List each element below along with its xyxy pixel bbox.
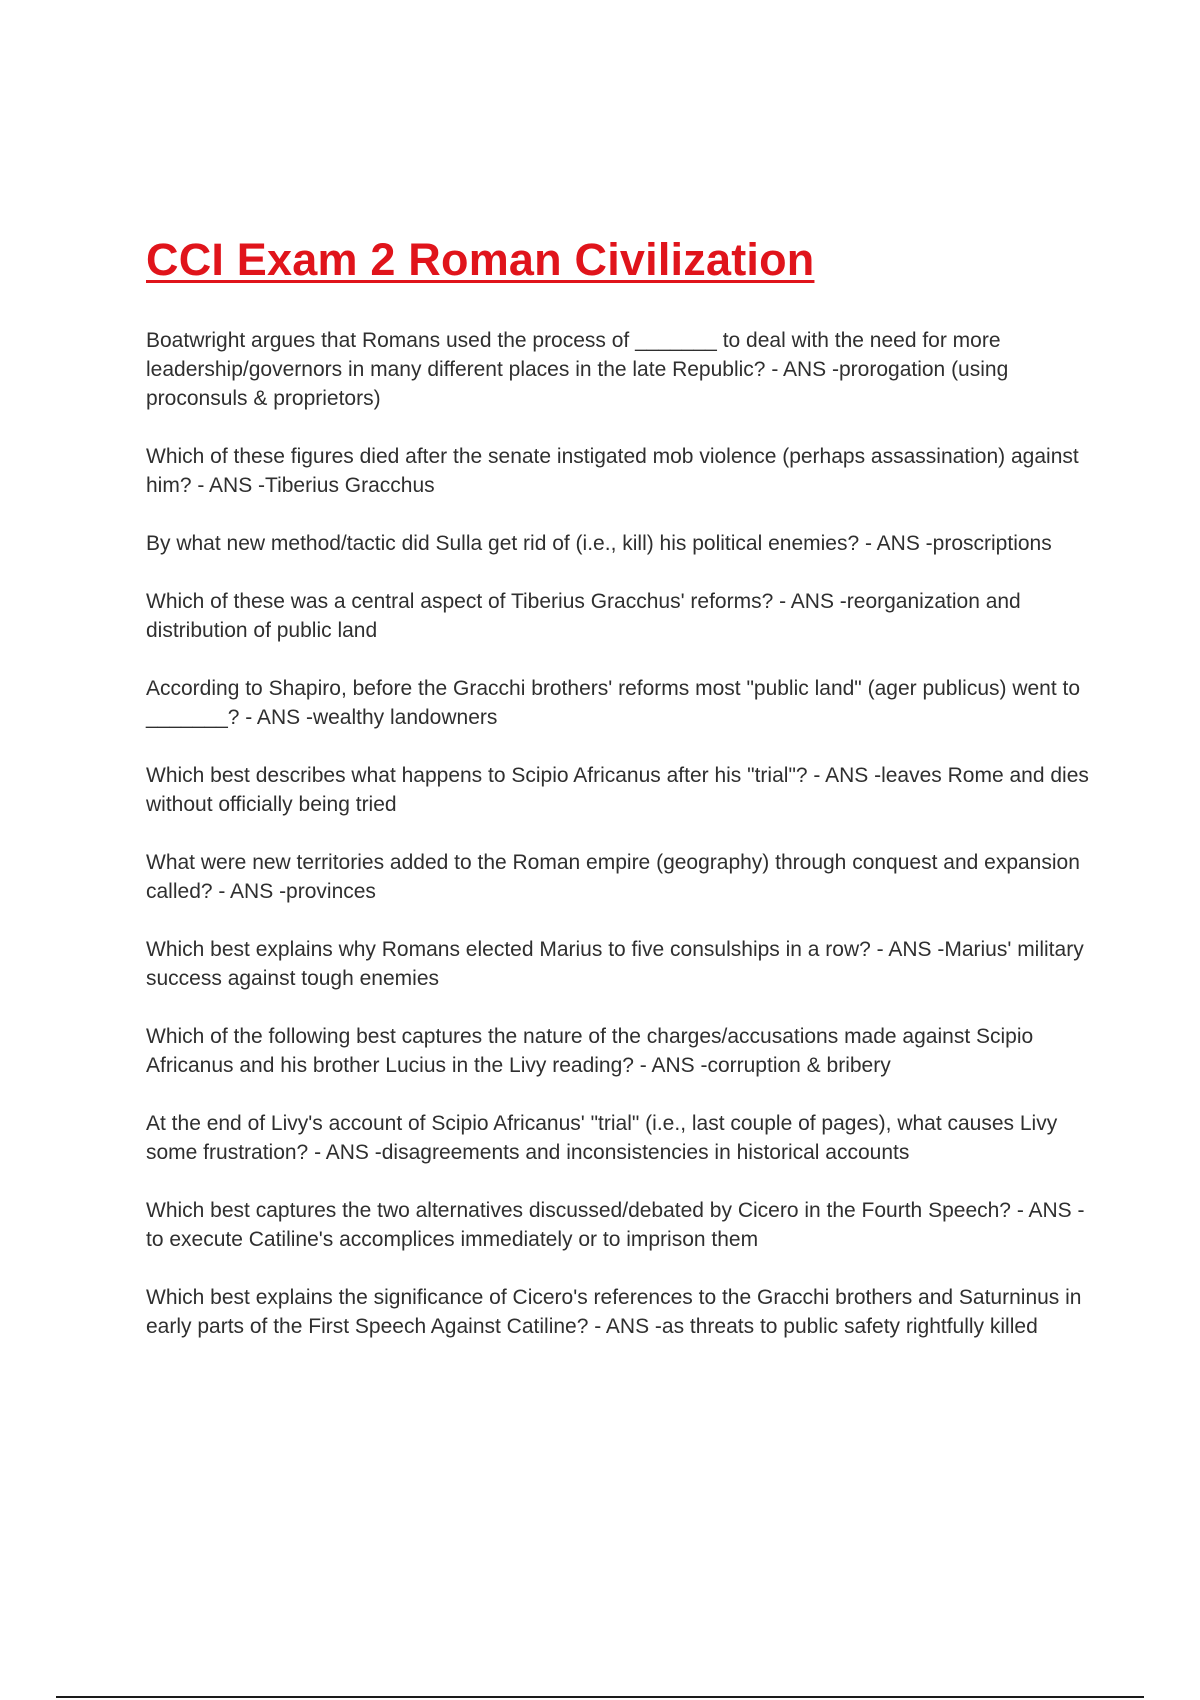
qa-item: Which of these was a central aspect of Tiberius Gracchus' reforms? - ANS -reorganization and distribution of public land [146,590,1021,642]
qa-item: Which of the following best captures the nature of the charges/accusations made against Scipio Africanus and his brother Lucius in the Livy reading? - ANS -corruption & bribery [146,1025,1034,1077]
qa-item: By what new method/tactic did Sulla get rid of (i.e., kill) his political enemies? - ANS -proscriptions [146,532,1052,555]
qa-item: At the end of Livy's account of Scipio Africanus' "trial" (i.e., last couple of pages), what causes Livy some frustration? - ANS -disagreements and inconsistencies in historical accounts [146,1112,1058,1164]
qa-item: Which of these figures died after the senate instigated mob violence (perhaps assassination) against him? - ANS -Tiberius Gracchus [146,445,1079,497]
qa-item: Boatwright argues that Romans used the process of _______ to deal with the need for more leadership/governors in many different places in the late Republic? - ANS -prorogation (using proconsuls & proprietors) [146,329,1009,410]
qa-item: Which best captures the two alternatives discussed/debated by Cicero in the Fourth Speech? - ANS -to execute Catiline's accomplices immediately or to imprison them [146,1199,1085,1251]
qa-item: What were new territories added to the Roman empire (geography) through conquest and expansion called? - ANS -provinces [146,851,1080,903]
qa-item: Which best describes what happens to Scipio Africanus after his "trial"? - ANS -leaves Rome and dies without officially being tried [146,764,1089,816]
qa-list [146,326,1096,1370]
qa-item: Which best explains the significance of Cicero's references to the Gracchi brothers and Saturninus in early parts of the First Speech Against Catiline? - ANS -as threats to public safety rightfully killed [146,1286,1082,1338]
page-title: CCI Exam 2 Roman Civilization [146,234,815,285]
footer-divider [56,1696,1144,1698]
qa-item: Which best explains why Romans elected Marius to five consulships in a row? - ANS -Marius' military success against tough enemies [146,938,1084,990]
qa-item: According to Shapiro, before the Gracchi brothers' reforms most "public land" (ager publicus) went to _______? - ANS -wealthy landowners [146,677,1081,729]
